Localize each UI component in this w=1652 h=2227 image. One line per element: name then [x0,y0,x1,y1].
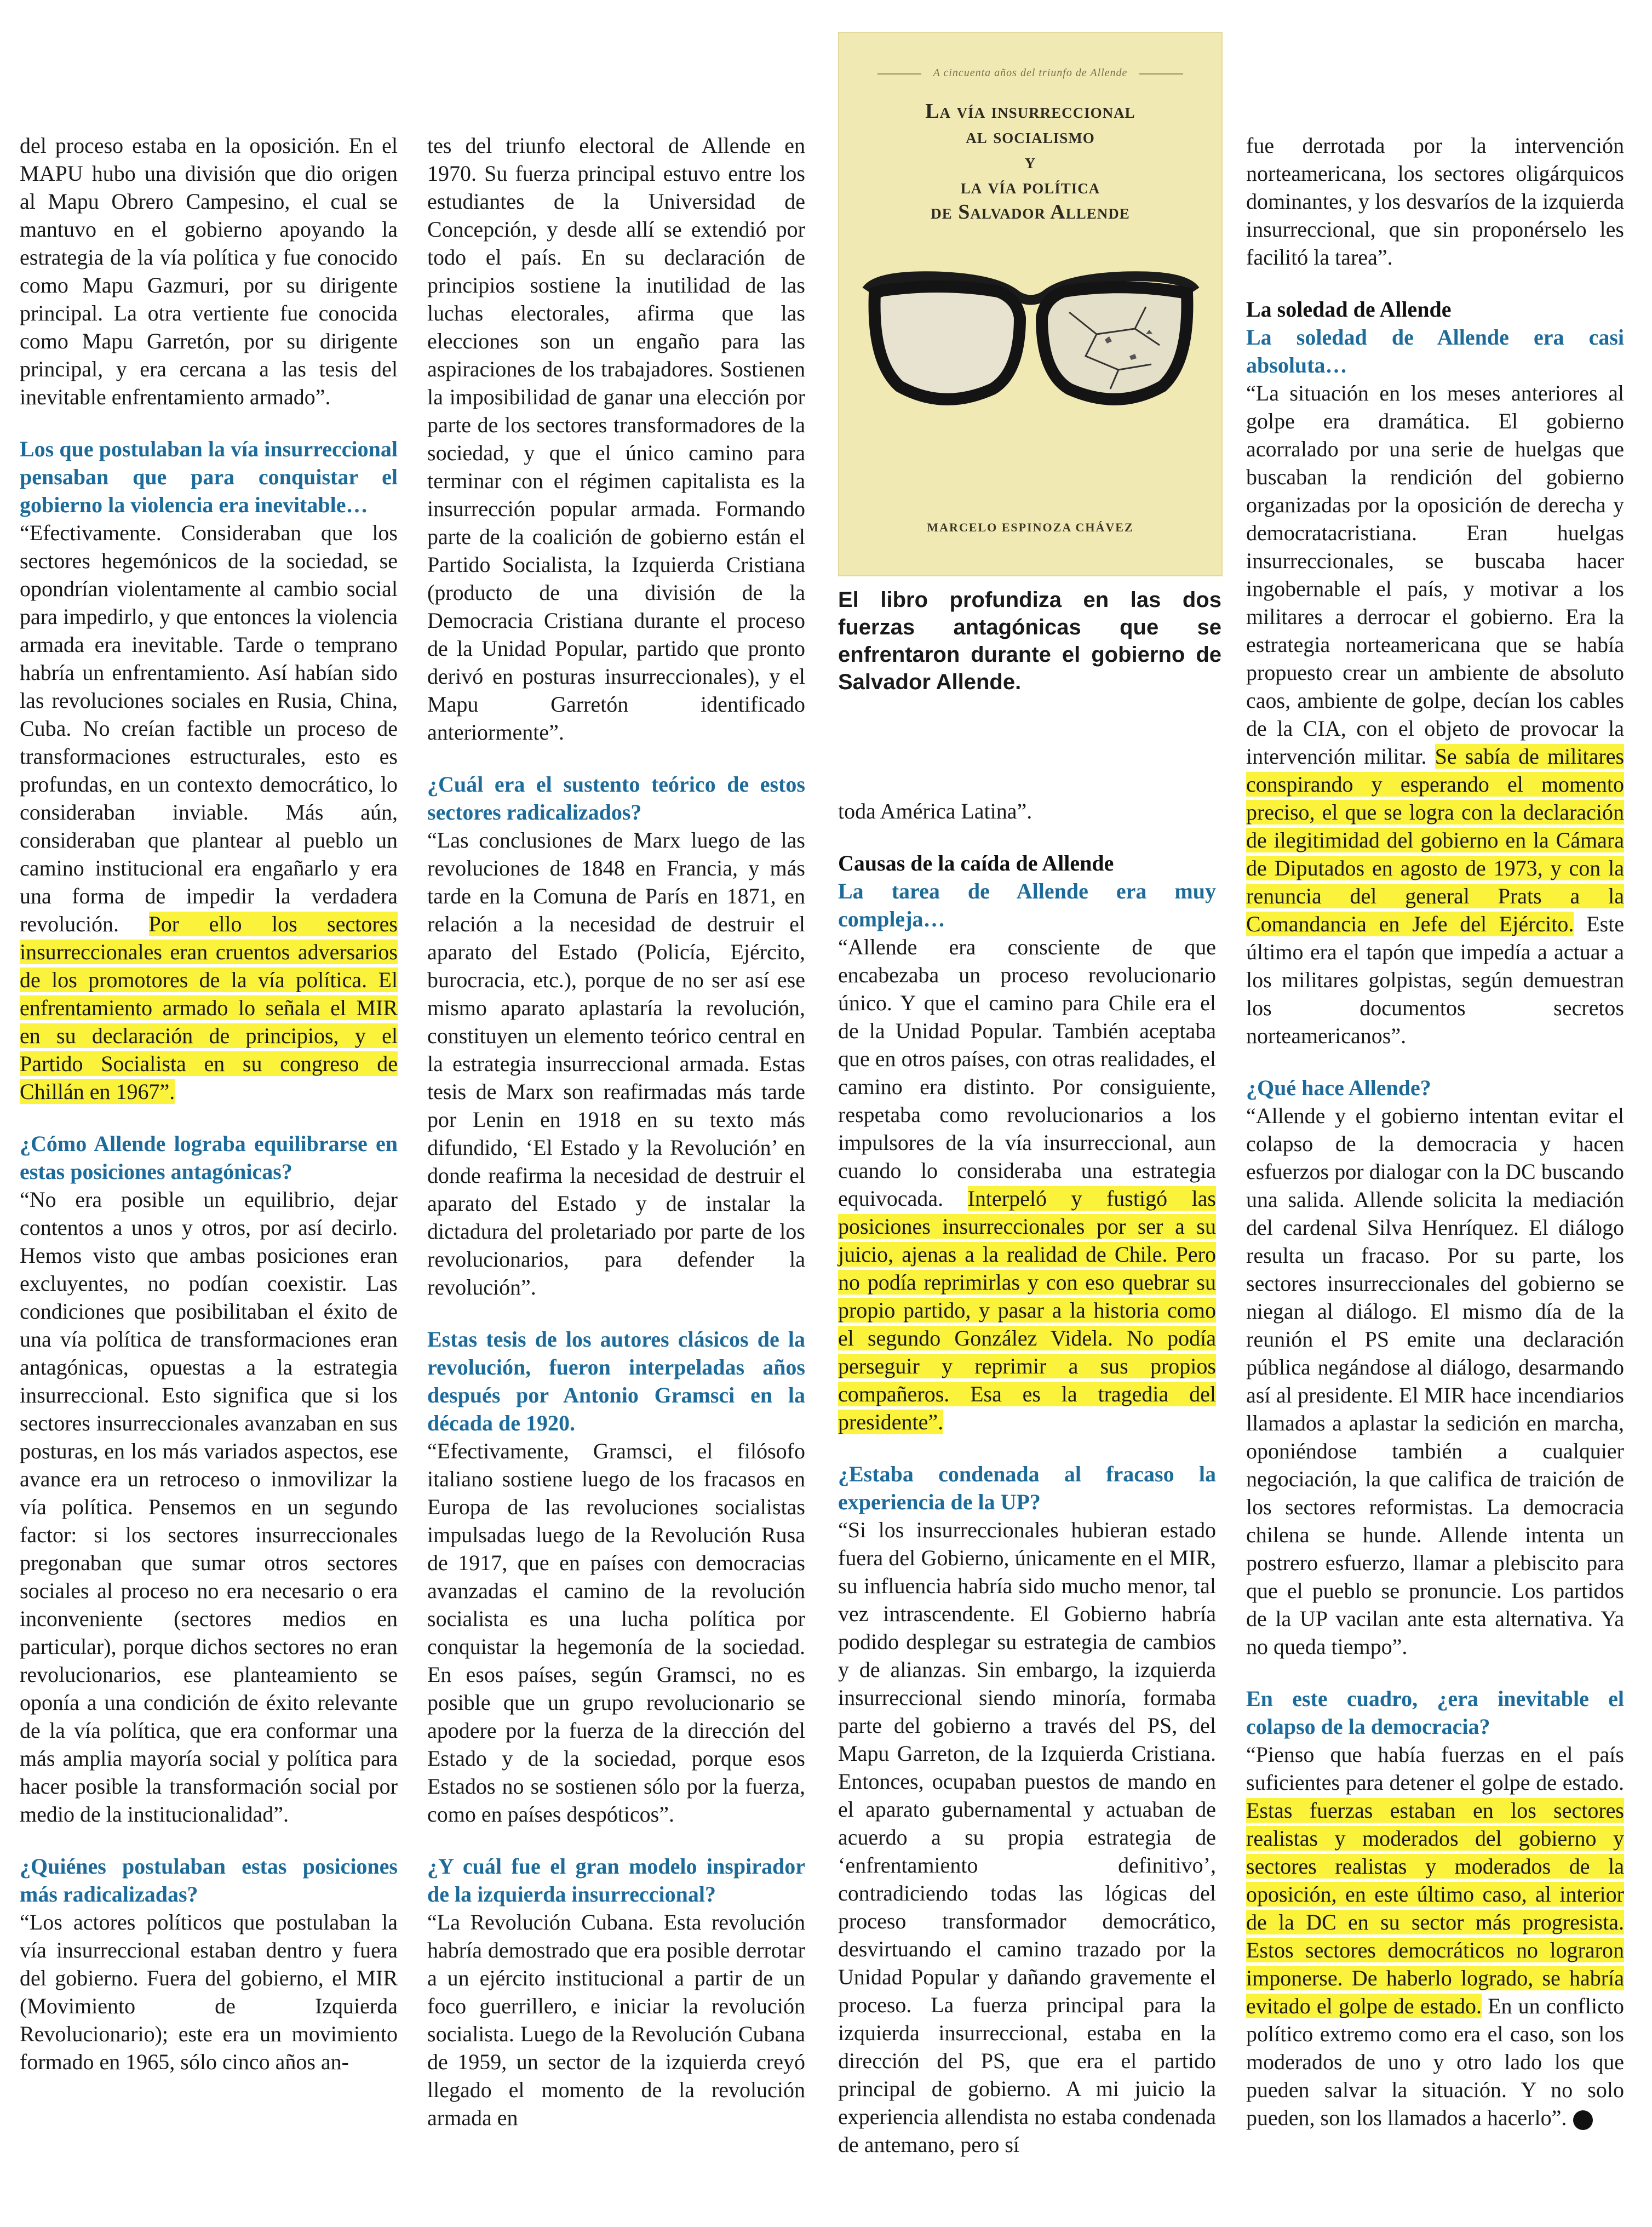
book-author: MARCELO ESPINOZA CHÁVEZ [927,520,1134,534]
paragraph [20,519,398,1106]
interview-question: ¿Cuál era el sustento teórico de estos sectores radicalizados? [427,772,805,825]
interview-question: ¿Quiénes postulaban estas posiciones más radicalizadas? [20,1854,398,1907]
book-title-line: de Salvador Allende [931,201,1130,224]
section-heading: La soledad de Allende [1246,297,1452,322]
highlighted-text: Interpeló y fustigó las posiciones insurreccionales por ser a su juicio, ajenas a la realidad de Chile. Pero no podía reprimirlas y con eso quebrar su propio partido, y pasar a la historia como el segundo González Videla. No podía perseguir y reprimir a sus propios compañeros. Esa es la tragedia del presidente”. [838,1186,1216,1434]
paragraph [838,933,1216,1436]
interview-question: Estas tesis de los autores clásicos de la revolución, fueron interpeladas años después por Antonio Gramsci en la década de 1920. [427,1327,805,1435]
end-of-article-dot-icon [1573,2110,1593,2130]
interview-question: ¿Qué hace Allende? [1246,1075,1431,1100]
highlighted-text: Se sabía de militares conspirando y esperando el momento preciso, el que se logra con la declaración de ilegitimidad del gobierno en la Cámara de Diputados en agosto de 1973, y con la renuncia del general Prats a la Comandancia en Jefe del Ejército. [1246,744,1625,936]
book-cover [838,32,1223,576]
paragraph: “La Revolución Cubana. Esta revolución habría demostrado que era posible derrotar a un ejército institucional a partir de un foco guerrillero, e iniciar la revolución socialista. Luego de la Revolución Cubana de 1959, un sector de la izquierda creyó llegado el momento de la revolución armada en [427,1910,805,2130]
image-caption: El libro profundiza en las dos fuerzas antagónicas que se enfrentaron durante el gobierno de Salvador Allende. [838,588,1221,694]
paragraph: del proceso estaba en la oposición. En el MAPU hubo una división que dio origen al Mapu Obrero Campesino, el cual se mantuvo en el gobierno apoyando la estrategia de la vía política y fue conocido como Mapu Gazmuri, por su dirigente principal. La otra vertiente fue conocida como Mapu Garretón, por su dirigente principal, y era cercana a las tesis del inevitable enfrentamiento armado”. [20,133,398,409]
highlighted-text: Por ello los sectores insurreccionales eran cruentos adversarios de los promotores de la vía política. El enfrentamiento armado lo señala el MIR en su declaración de principios, y el Partido Socialista en su congreso de Chillán en 1967”. [20,912,398,1104]
interview-question: ¿Cómo Allende lograba equilibrarse en estas posiciones antagónicas? [20,1131,398,1184]
section-heading: Causas de la caída de Allende [838,851,1114,875]
broken-glasses-illustration [861,252,1201,416]
paragraph: tes del triunfo electoral de Allende en 1970. Su fuerza principal estuvo entre los estudiantes de la Universidad de Concepción, y desde allí se extendió por todo el país. En su declaración de principios sostiene la inutilidad de las luchas electorales, afirma que las elecciones son un engaño para las aspiraciones de los trabajadores. Sostienen la imposibilidad de ganar una elección por parte de los sectores transformadores de la sociedad, y que el único camino para terminar con el régimen capitalista es la insurrección popular armada. Formando parte de la coalición de gobierno están el Partido Socialista, la Izquierda Cristiana (producto de una división de la Democracia Cristiana durante el proceso de la Unidad Popular, partido que pronto derivó en posturas insurreccionales), y el Mapu Garretón identificado anteriormente”. [427,133,805,745]
book-title [850,99,1211,225]
interview-question: ¿Estaba condenada al fracaso la experiencia de la UP? [838,1462,1216,1514]
book-title-line: y [1024,150,1036,173]
answer-text: “Allende era consciente de que encabezaba un proceso revolucionario único. Y que el camino para Chile era el de la Unidad Popular. También aceptaba que en otros países, con otras realidades, el camino era distinto. Por consiguiente, respetaba como revolucionarios a los impulsores de la vía insurreccional, aun cuando lo consideraba una estrategia equivocada. [838,935,1216,1211]
interview-question: La soledad de Allende era casi absoluta… [1246,325,1624,377]
column-3 [838,797,1216,2159]
interview-question: La tarea de Allende era muy compleja… [838,879,1216,931]
book-title-line: al socialismo [966,125,1095,148]
answer-text: “La situación en los meses anteriores al golpe era dramática. El gobierno acorralado por una serie de huelgas que buscaban la rendición del gobierno organizadas por la oposición de derecha y democratacristiana. Eran huelgas insurreccionales, se buscaba hacer ingobernable el país, y motivar a los militares a derrocar el gobierno. Era la estrategia norteamericana que se había propuesto crear un ambiente de absoluto caos, ambiente de golpe, decían los cables de la CIA, con el objeto de provocar la intervención militar. [1246,381,1624,769]
paragraph: “Allende y el gobierno intentan evitar el colapso de la democracia y hacen esfuerzos por dialogar con la DC buscando una salida. Allende solicita la mediación del cardenal Silva Henríquez. El diálogo resulta un fracaso. Por su parte, los sectores insurreccionales del gobierno se niegan al diálogo. El mismo día de la reunión el PS emite una declaración pública negándose al diálogo, desarmando así al presidente. El MIR hace incendiarios llamados a aplastar la sedición en marcha, oponiéndose también a cualquier negociación, la que califica de traición de los sectores reformistas. La democracia chilena se hunde. Allende intenta un postrero esfuerzo, llamar a plebiscito para que el pueblo se pronuncie. Los partidos de la UP vacilan ante esta alternativa. Ya no queda tiempo”. [1246,1103,1624,1659]
highlighted-text: Estas fuerzas estaban en los sectores realistas y moderados del gobierno y sectores realistas y moderados de la oposición, en este último caso, al interior de la DC en su sector más progresista. Estos sectores democráticos no lograron imponerse. De haberlo logrado, se habría evitado el golpe de estado. [1246,1798,1624,2018]
answer-text: En un conflicto político extremo como era el caso, son los moderados de uno y otro lado los que pueden salvar la situación. Y no solo pueden, son los llamados a hacerlo”. [1246,1994,1624,2130]
answer-text: “Efectivamente. Consideraban que los sectores hegemónicos de la sociedad, se opondrían violentamente al cambio social para impedirlo, y que entonces la violencia armada era inevitable. Tarde o temprano habría un enfrentamiento. Así habían sido las revoluciones sociales en Rusia, China, Cuba. No creían factible un proceso de transformaciones estructurales, esto es profundas, en un contexto democrático, lo consideraban inviable. Más aún, consideraban que plantear al pueblo un camino institucional era engañarlo y era una forma de impedir la verdadera revolución. [20,520,398,936]
column-1 [20,131,398,2076]
interview-question: Los que postulaban la vía insurreccional pensaban que para conquistar el gobierno la violencia era inevitable… [20,437,398,517]
paragraph: fue derrotada por la intervención norteamericana, los sectores oligárquicos dominantes, y los desvaríos de la izquierda insurreccional, que sin proponérselo les facilitó la tarea”. [1246,133,1624,270]
paragraph: “Si los insurreccionales hubieran estado fuera del Gobierno, únicamente en el MIR, su influencia habría sido mucho menor, tal vez intrascendente. El Gobierno habría podido desplegar su estrategia de cambios y de alianzas. Sin embargo, la izquierda insurreccional siendo minoría, formaba parte del gobierno a través del PS, del Mapu Garreton, de la Izquierda Cristiana. Entonces, ocupaban puestos de mando en el aparato gubernamental y actuaban de acuerdo a su propia estrategia de ‘enfrentamiento definitivo’, contradiciendo todas las lógicas del proceso transformador democrático, desvirtuando el camino trazado por la Unidad Popular y dañando gravemente el proceso. La fuerza principal para la izquierda insurreccional, estaba en la dirección del PS, que era el partido principal de gobierno. A mi juicio la experiencia allendista no estaba condenada de antemano, pero sí [838,1518,1216,2157]
ornament-line [1139,73,1183,75]
answer-text: “Pienso que había fuerzas en el país suficientes para detener el golpe de estado. [1246,1742,1624,1795]
paragraph: “Las conclusiones de Marx luego de las revoluciones de 1848 en Francia, y más tarde en la Comuna de París en 1871, en relación a la necesidad de destruir el aparato del Estado (Policía, Ejército, burocracia, etc.), porque de no ser así ese mismo aparato aplastaría la revolución, constituyen un elemento teórico central en la estrategia insurreccional armada. Estas tesis de Marx son reafirmadas más tarde por Lenin en 1918 en su texto más difundido, ‘El Estado y la Revolución’ en donde reafirma la necesidad de destruir el aparato del Estado y de instalar la dictadura del proletariado por parte de los revolucionarios, para defender la revolución”. [427,828,805,1299]
paragraph: toda América Latina”. [838,799,1032,823]
paragraph [1246,379,1624,1050]
paragraph [1246,1741,1624,2132]
paragraph: “Los actores políticos que postulaban la vía insurreccional estaban dentro y fuera del gobierno. Fuera del gobierno, el MIR (Movimiento de Izquierda Revolucionario); este era un movimiento formado en 1965, sólo cinco años an- [20,1910,398,2074]
book-title-line: La vía insurreccional [925,100,1135,123]
book-title-line: la vía política [960,175,1100,198]
paragraph: “No era posible un equilibrio, dejar contentos a unos y otros, por así decirlo. Hemos visto que ambas posiciones eran excluyentes, no podían coexistir. Las condiciones que posibilitaban el éxito de una vía política de transformaciones eran antagónicas, opuestas a la estrategia insurreccional. Esto significa que si los sectores insurreccionales avanzaban en sus posturas, en los más variados aspectos, ese avance era un retroceso o inmovilizar la vía política. Pensemos en un segundo factor: si los sectores insurreccionales pregonaban que sumar otros sectores sociales al proceso no era necesario o era inconveniente (sectores medios en particular), porque dichos sectores no eran revolucionarios, ese planteamiento se oponía a una condición de éxito relevante de la vía política, que era conformar una más amplia mayoría social y política para hacer posible la transformación social por medio de la institucionalidad”. [20,1187,398,1827]
interview-question: En este cuadro, ¿era inevitable el colapso de la democracia? [1246,1686,1624,1739]
column-4 [1246,131,1624,2132]
column-2 [427,131,805,2132]
interview-question: ¿Y cuál fue el gran modelo inspirador de la izquierda insurreccional? [427,1854,805,1907]
answer-text: Este último era el tapón que impedía a actuar a los militares golpistas, según demuestran los documentos secretos norteamericanos”. [1246,912,1624,1048]
book-series: A cincuenta años del triunfo de Allende [933,67,1128,79]
paragraph: “Efectivamente, Gramsci, el filósofo italiano sostiene luego de los fracasos en Europa de las revoluciones socialistas impulsadas luego de la Revolución Rusa de 1917, que en países con democracias avanzadas el camino de la revolución socialista es una lucha política por conquistar la hegemonía de la sociedad. En esos países, según Gramsci, no es posible que un grupo revolucionario se apodere por la fuerza de la dirección del Estado y de la sociedad, porque esos Estados no se sostienen sólo por la fuerza, como en países despóticos”. [427,1439,805,1827]
